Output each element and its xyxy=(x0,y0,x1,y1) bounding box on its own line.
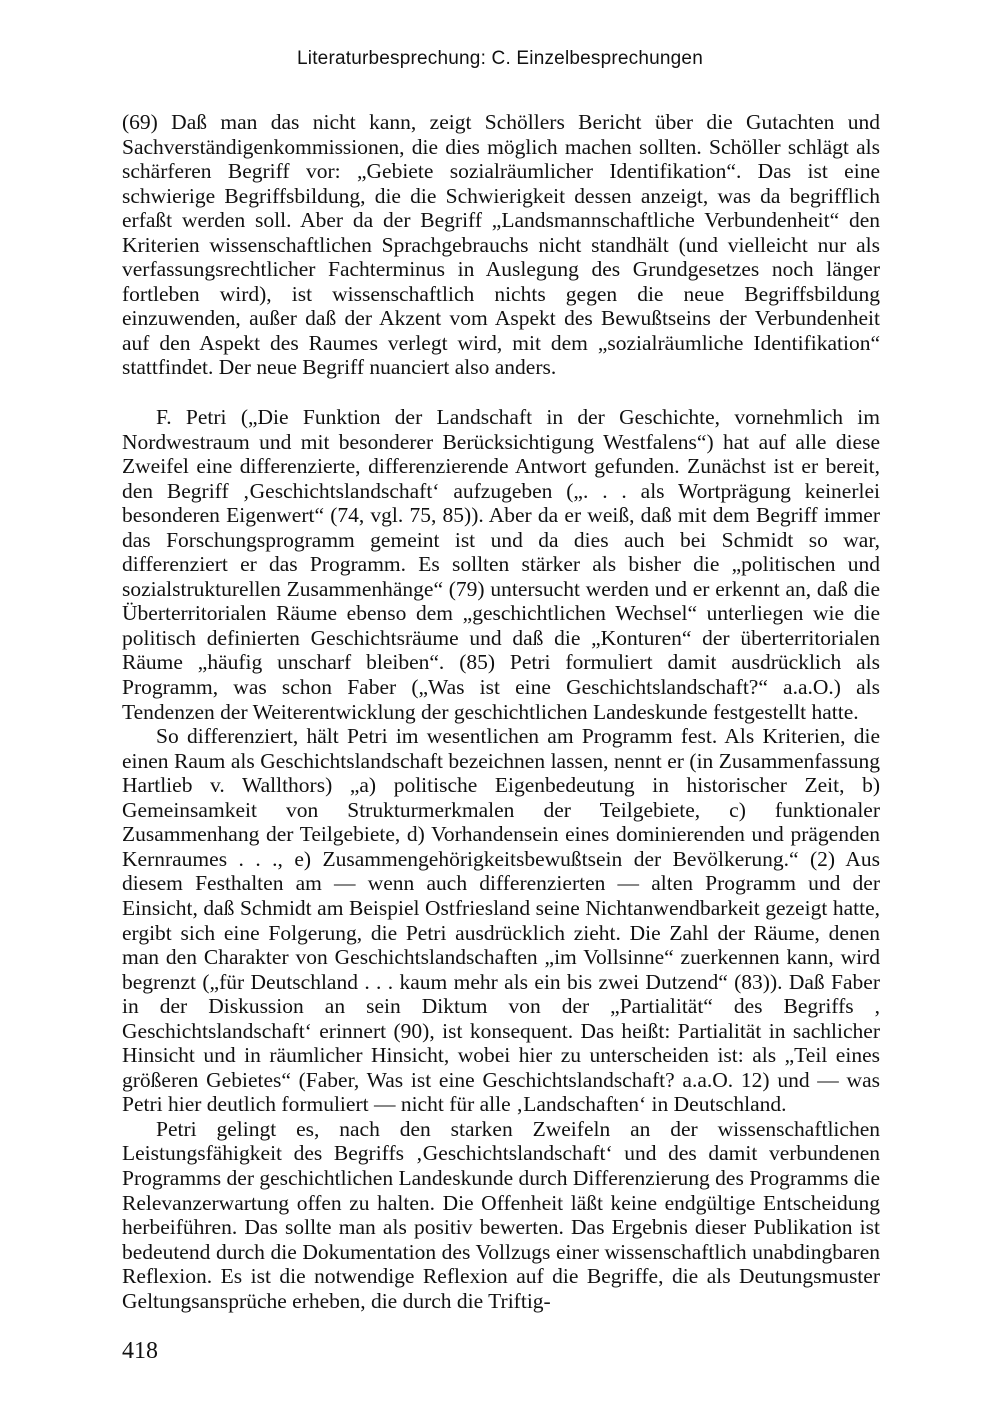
running-header: Literaturbesprechung: C. Einzelbesprechungen xyxy=(297,48,703,69)
paragraph-petri-function: F. Petri („Die Funktion der Landschaft in der Geschichte, vornehmlich im Nordwestraum und mit besonderer Berücksichtigung Westfalens“) hat auf alle diese Zweifel eine differenzierte, differenzierende Antwort gefunden. Zunächst ist er bereit, den Begriff ‚Geschichtslandschaft‘ aufzugeben („. . . als Wortprägung keinerlei besonderen Eigenwert“ (74, vgl. 75, 85)). Aber da er weiß, daß mit dem Begriff immer das Forschungsprogramm gemeint ist und da dies auch bei Schmidt so war, differenziert er das Programm. Es sollten stärker als bisher die „politischen und sozialstrukturellen Zusammenhänge“ (79) untersucht werden und er erkennt an, daß die Überterritorialen Räume ebenso dem „geschichtlichen Wechsel“ unterliegen wie die politisch definierten Geschichtsräume und daß die „Konturen“ der überterritorialen Räume „häufig unscharf bleiben“. (85) Petri formuliert damit ausdrücklich als Programm, was schon Faber („Was ist eine Geschichtslandschaft?“ a.a.O.) als Tendenzen der Weiterentwicklung der geschichtlichen Landeskunde festgestellt hatte. xyxy=(122,405,880,724)
paragraph-petri-conclusion: Petri gelingt es, nach den starken Zweifeln an der wissenschaftlichen Leistungsfähigkeit des Begriffs ‚Geschichtslandschaft‘ und des damit verbundenen Programms der geschichtlichen Landeskunde durch Differenzierung des Programms die Relevanzerwartung offen zu halten. Die Offenheit läßt keine endgültige Entscheidung herbeiführen. Das sollte man als positiv bewerten. Das Ergebnis dieser Publikation ist bedeutend durch die Dokumentation des Vollzugs einer wissenschaftlich unabdingbaren Reflexion. Es ist die notwendige Reflexion auf die Begriffe, die als Deutungsmuster Geltungsansprüche erheben, die durch die Triftig- xyxy=(122,1116,880,1313)
article-body xyxy=(122,110,880,1313)
page-number: 418 xyxy=(122,1338,158,1364)
paragraph-69: (69) Daß man das nicht kann, zeigt Schöllers Bericht über die Gutachten und Sachverständigenkommissionen, die dies möglich machen sollten. Schöller schlägt als schärferen Begriff vor: „Gebiete sozialräumlicher Identifikation“. Das ist eine schwierige Begriffsbildung, die die Schwierigkeit dessen anzeigt, was da begrifflich erfaßt werden soll. Aber da der Begriff „Landsmannschaftliche Verbundenheit“ den Kriterien wissenschaftlichen Sprachgebrauchs nicht standhält (und vielleicht nur als verfassungsrechtlicher Fachterminus in Auslegung des Grundgesetzes noch länger fortleben wird), ist wissenschaftlich nichts gegen die neue Begriffsbildung einzuwenden, außer daß der Akzent vom Aspekt des Bewußtseins der Verbundenheit auf den Aspekt des Raumes verlegt wird, mit dem „sozialräumliche Identifikation“ stattfindet. Der neue Begriff nuanciert also anders. xyxy=(122,110,880,380)
paragraph-petri-criteria: So differenziert, hält Petri im wesentlichen am Programm fest. Als Kriterien, die einen Raum als Geschichtslandschaft bezeichnen lassen, nennt er (in Zusammenfassung Hartlieb v. Wallthors) „a) politische Eigenbedeutung in historischer Zeit, b) Gemeinsamkeit von Strukturmerkmalen der Teilgebiete, c) funktionaler Zusammenhang der Teilgebiete, d) Vorhandensein eines dominierenden und prägenden Kernraumes . . ., e) Zusammengehörigkeitsbewußtsein der Bevölkerung.“ (2) Aus diesem Festhalten am — wenn auch differenzierten — alten Programm und der Einsicht, daß Schmidt am Beispiel Ostfriesland seine Nichtanwendbarkeit gezeigt hatte, ergibt sich eine Folgerung, die Petri ausdrücklich zieht. Die Zahl der Räume, denen man den Charakter von Geschichtslandschaften „im Vollsinne“ zuerkennen kann, wird begrenzt („für Deutschland . . . kaum mehr als ein bis zwei Dutzend“ (83)). Daß Faber in der Diskussion an sein Diktum von der „Partialität“ des Begriffs , Geschichtslandschaft‘ erinnert (90), ist konsequent. Das heißt: Partialität in sachlicher Hinsicht und in räumlicher Hinsicht, wobei hier zu unterscheiden ist: als „Teil eines größeren Gebietes“ (Faber, Was ist eine Geschichtslandschaft? a.a.O. 12) und — was Petri hier deutlich formuliert — nicht für alle ‚Landschaften‘ in Deutschland. xyxy=(122,724,880,1117)
